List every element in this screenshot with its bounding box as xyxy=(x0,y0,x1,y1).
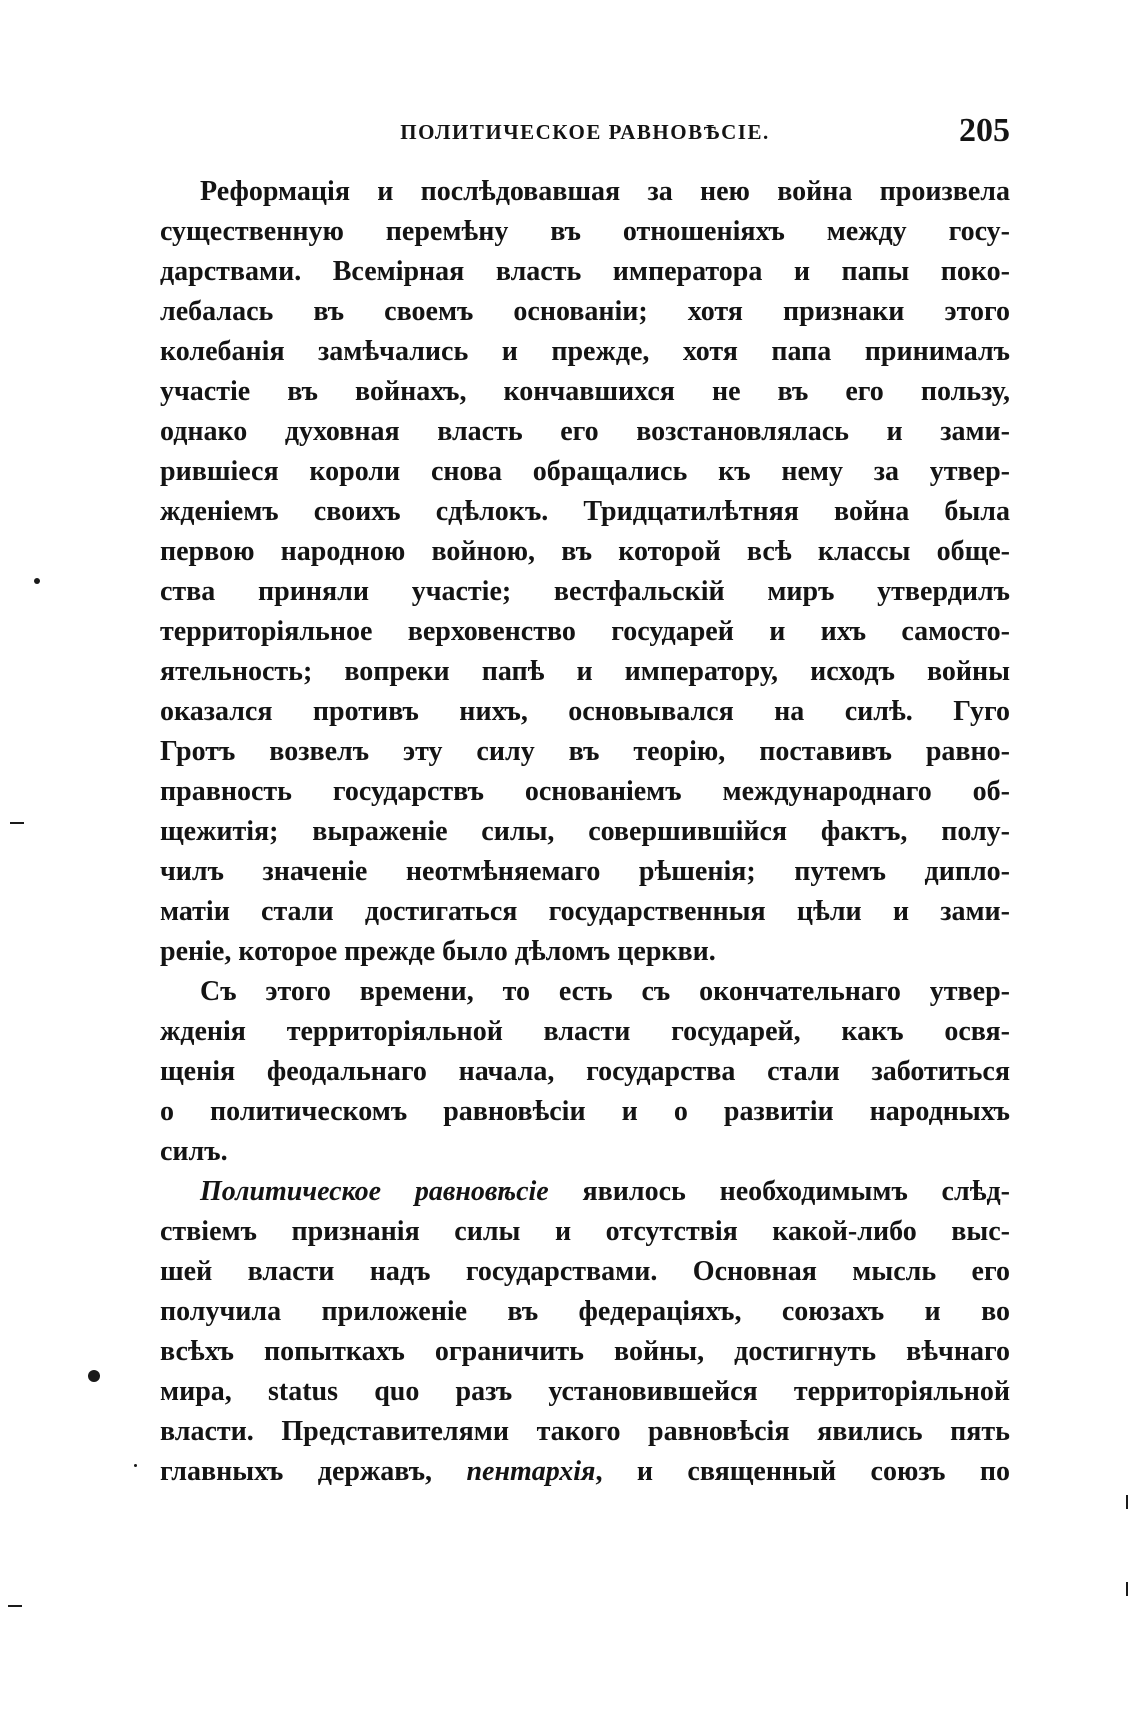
text-line: Съ этого времени, то есть съ окончательнаго утвер- xyxy=(200,976,1010,1007)
line-rest: явилось необходимымъ слѣд- xyxy=(548,1176,1010,1207)
scan-speck xyxy=(34,578,40,584)
text-line: щенія феодальнаго начала, государства стали заботиться xyxy=(160,1056,1010,1087)
text-line: оказался противъ нихъ, основывался на силѣ. Гуго xyxy=(160,696,1010,727)
text-line: территоріяльное верховенство государей и ихъ самосто- xyxy=(160,616,1010,647)
text-line: получила приложеніе въ федераціяхъ, союзахъ и во xyxy=(160,1296,1010,1327)
text-line: первою народною войною, въ которой всѣ классы обще- xyxy=(160,536,1010,567)
text-line: о политическомъ равновѣсіи и о развитіи народныхъ xyxy=(160,1096,1010,1127)
text-line xyxy=(160,1452,1010,1492)
text-line: участіе въ войнахъ, кончавшихся не въ его пользу, xyxy=(160,376,1010,407)
text-line: матіи стали достигаться государственныя цѣли и зами- xyxy=(160,896,1010,927)
text-line: однако духовная власть его возстановлялась и зами- xyxy=(160,416,1010,447)
text-line: шей власти надъ государствами. Основная мысль его xyxy=(160,1256,1010,1287)
text-line: щежитія; выраженіе силы, совершившійся фактъ, полу- xyxy=(160,816,1010,847)
text-line: мира, status quo разъ установившейся территоріяльной xyxy=(160,1376,1010,1407)
page-header xyxy=(160,112,1010,152)
text-line: ства приняли участіе; вестфальскій миръ утвердилъ xyxy=(160,576,1010,607)
scan-speck xyxy=(1126,1582,1128,1596)
text-line: чилъ значеніе неотмѣняемаго рѣшенія; путемъ дипло- xyxy=(160,856,1010,887)
text-line: дарствами. Всемірная власть императора и папы поко- xyxy=(160,256,1010,287)
scan-speck xyxy=(134,1464,137,1467)
text-line: жденіемъ своихъ сдѣлокъ. Тридцатилѣтняя война была xyxy=(160,496,1010,527)
text-line: Реформація и послѣдовавшая за нею война произвела xyxy=(200,176,1010,207)
text-line: реніе, которое прежде было дѣломъ церкви. xyxy=(160,936,716,967)
scan-speck xyxy=(10,822,24,824)
text-line: колебанія замѣчались и прежде, хотя папа принималъ xyxy=(160,336,1010,367)
text-line xyxy=(160,1172,1010,1212)
line-pre: главныхъ державъ, xyxy=(160,1456,467,1487)
text-line: силъ. xyxy=(160,1136,228,1167)
text-line: Гротъ возвелъ эту силу въ теорію, поставивъ равно- xyxy=(160,736,1010,767)
scan-speck xyxy=(88,1370,100,1382)
scan-speck xyxy=(8,1605,22,1607)
text-line: существенную перемѣну въ отношеніяхъ между госу- xyxy=(160,216,1010,247)
text-line: ятельность; вопреки папѣ и императору, исходъ войны xyxy=(160,656,1010,687)
body-text xyxy=(160,172,1010,1492)
italic-term: Политическое равновѣсіе xyxy=(200,1176,549,1207)
text-line: правность государствъ основаніемъ международнаго об- xyxy=(160,776,1010,807)
line-rest: , и священный союзъ по xyxy=(595,1456,1010,1487)
text-line: лебалась въ своемъ основаніи; хотя признаки этого xyxy=(160,296,1010,327)
running-title: ПОЛИТИЧЕСКОЕ РАВНОВѢСІЕ. xyxy=(400,120,770,144)
text-line: власти. Представителями такого равновѣсія явились пять xyxy=(160,1416,1010,1447)
italic-term: пентархія xyxy=(466,1456,596,1487)
text-line: ствіемъ признанія силы и отсутствія какой-либо выс- xyxy=(160,1216,1010,1247)
page-number: 205 xyxy=(959,112,1010,149)
text-line: всѣхъ попыткахъ ограничить войны, достигнуть вѣчнаго xyxy=(160,1336,1010,1367)
text-line: рившіеся короли снова обращались къ нему за утвер- xyxy=(160,456,1010,487)
text-line: жденія территоріяльной власти государей, какъ освя- xyxy=(160,1016,1010,1047)
scan-speck xyxy=(1126,1495,1128,1509)
